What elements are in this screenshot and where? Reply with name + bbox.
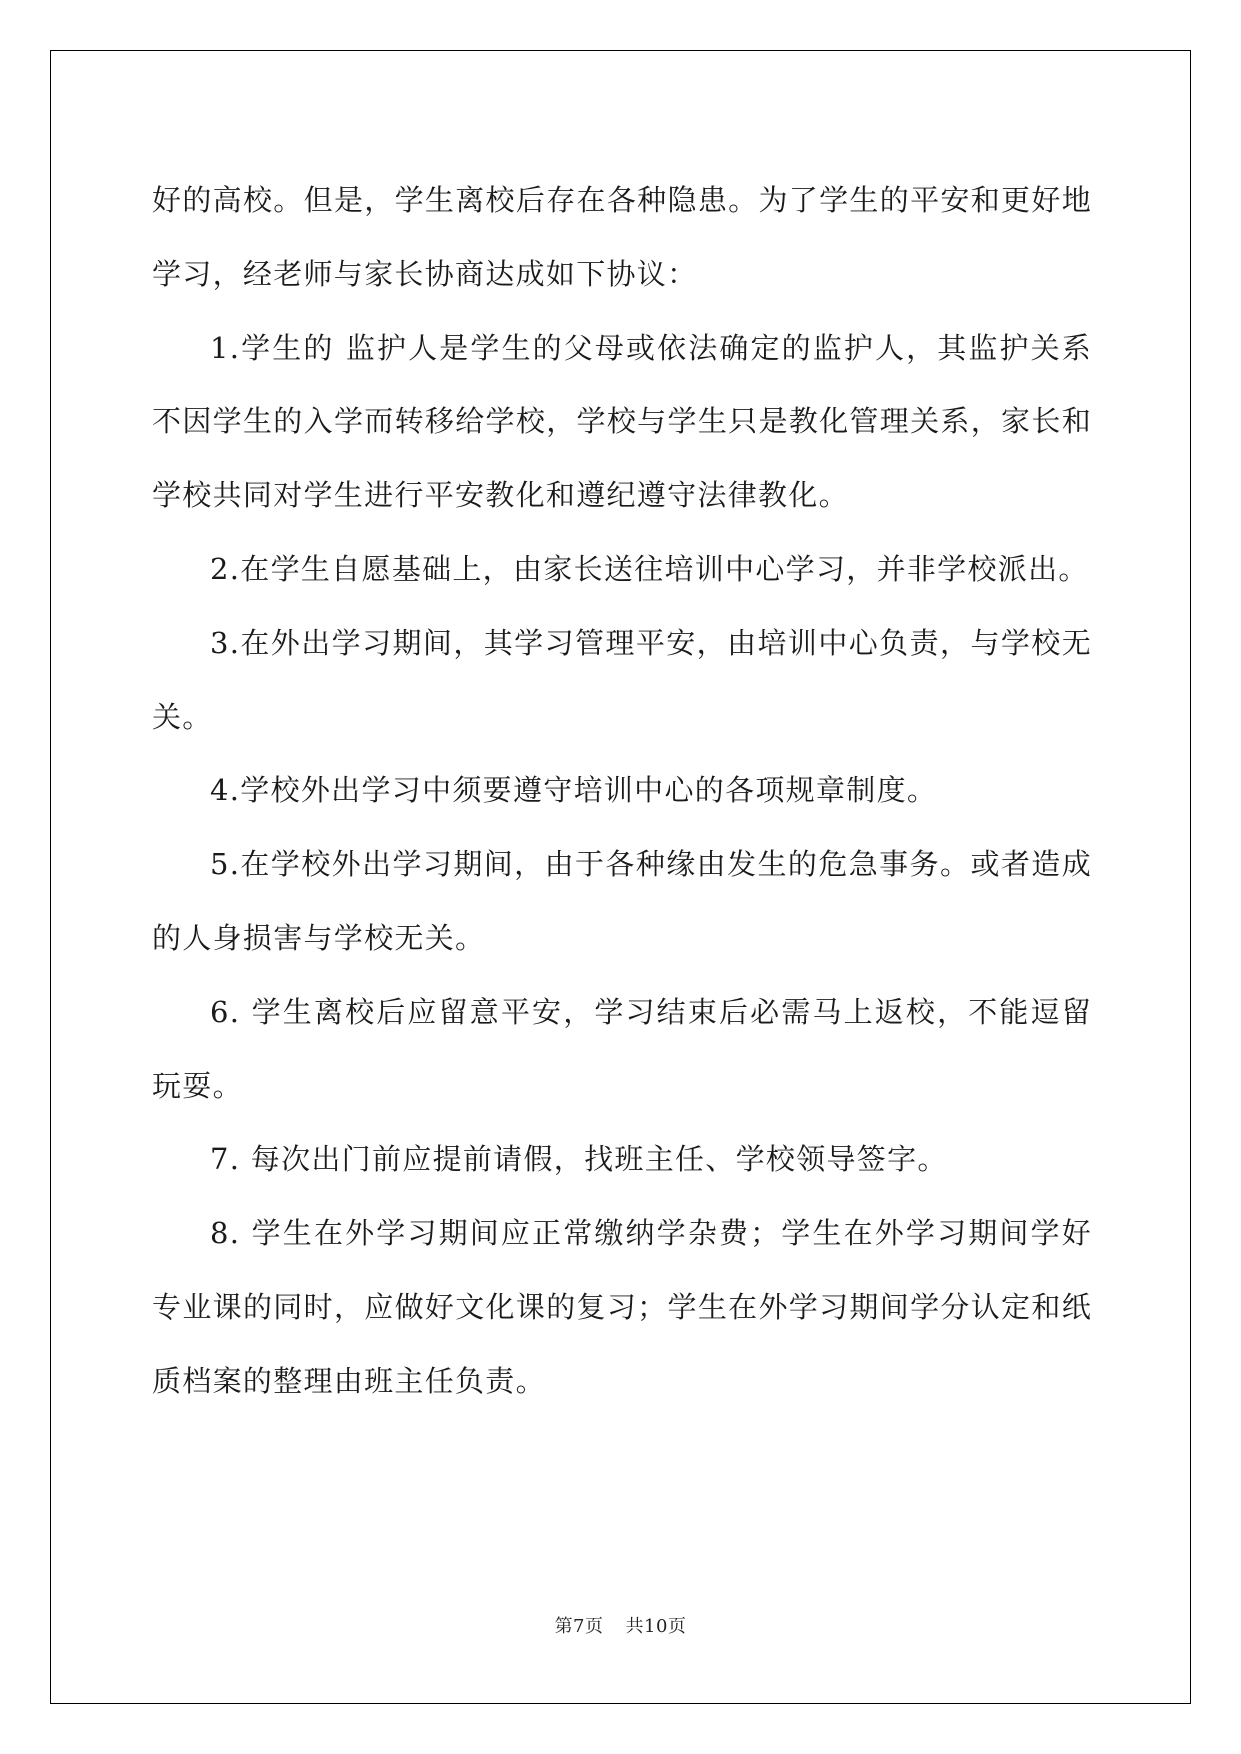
paragraph-item-5: 5.在学校外出学习期间，由于各种缘由发生的危急事务。或者造成的人身损害与学校无关。 <box>152 847 1092 955</box>
paragraph-item-4: 4.学校外出学习中须要遵守培训中心的各项规章制度。 <box>210 773 938 808</box>
paragraph-item-3: 3.在外出学习期间，其学习管理平安，由培训中心负责，与学校无关。 <box>152 625 1092 734</box>
page-footer <box>0 1612 1241 1638</box>
paragraph-item-7: 7. 每次出门前应提前请假，找班主任、学校领导签字。 <box>210 1142 948 1177</box>
paragraph-item-2: 2.在学生自愿基础上，由家长送往培训中心学习，并非学校派出。 <box>210 551 1089 586</box>
paragraph-item-6: 6. 学生离校后应留意平安，学习结束后必需马上返校，不能逗留玩耍。 <box>152 994 1092 1103</box>
paragraph-item-8: 8. 学生在外学习期间应正常缴纳学杂费；学生在外学习期间学好专业课的同时，应做好文化课的复习；学生在外学习期间学分认定和纸质档案的整理由班主任负责。 <box>152 1216 1092 1398</box>
paragraph-item-1: 1.学生的 监护人是学生的父母或依法确定的监护人，其监护关系不因学生的入学而转移给学校，学校与学生只是教化管理关系，家长和学校共同对学生进行平安教化和遵纪遵守法律教化。 <box>152 330 1092 513</box>
page-total: 共10页 <box>625 1616 687 1637</box>
document-body <box>152 164 1092 1419</box>
paragraph-intro-continued: 好的高校。但是，学生离校后存在各种隐患。为了学生的平安和更好地学习，经老师与家长协商达成如下协议： <box>152 183 1092 291</box>
page-number: 第7页 <box>554 1616 604 1637</box>
